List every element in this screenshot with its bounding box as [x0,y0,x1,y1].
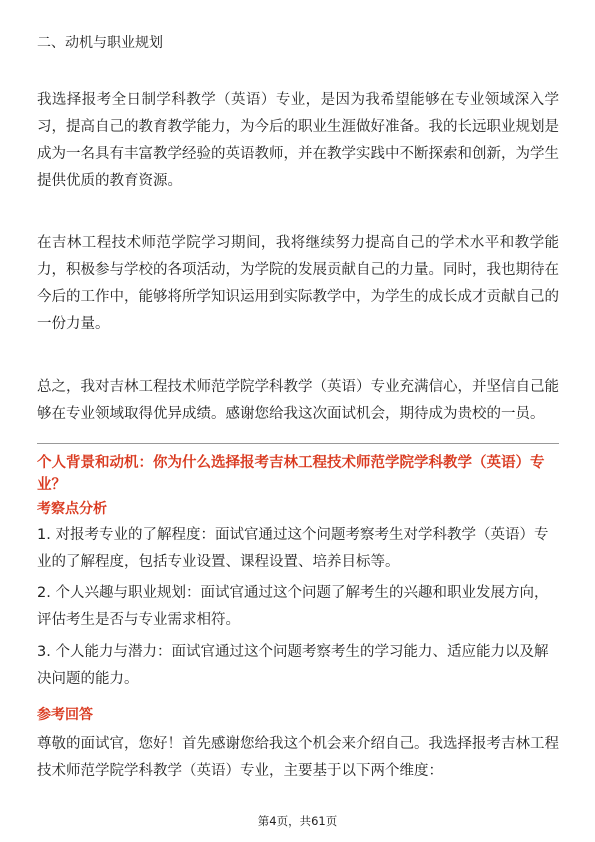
analysis-heading: 考察点分析 [37,501,107,517]
body-paragraph: 总之，我对吉林工程技术师范学院学科教学（英语）专业充满信心，并坚信自己能够在专业领域取得优异成绩。感谢您给我这次面试机会，期待成为贵校的一员。 [37,379,559,422]
answer-text: 尊敬的面试官，您好！首先感谢您给我这个机会来介绍自己。我选择报考吉林工程技术师范学院学科教学（英语）专业，主要基于以下两个维度： [37,736,559,779]
question-title: 个人背景和动机：你为什么选择报考吉林工程技术师范学院学科教学（英语）专业？ [37,455,545,493]
answer-heading: 参考回答 [37,707,93,723]
analysis-item: 3. 个人能力与潜力：面试官通过这个问题考察考生的学习能力、适应能力以及解决问题的能力。 [37,644,549,687]
page-number: 第4页，共61页 [257,814,338,828]
analysis-item: 1. 对报考专业的了解程度：面试官通过这个问题考察考生对学科教学（英语）专业的了解程度，包括专业设置、课程设置、培养目标等。 [37,527,549,570]
section-heading: 二、动机与职业规划 [37,35,163,51]
body-paragraph: 我选择报考全日制学科教学（英语）专业，是因为我希望能够在专业领域深入学习，提高自己的教育教学能力，为今后的职业生涯做好准备。我的长远职业规划是成为一名具有丰富教学经验的英语教师，并在教学实践中不断探索和创新，为学生提供优质的教育资源。 [37,92,559,189]
analysis-item: 2. 个人兴趣与职业规划：面试官通过这个问题了解考生的兴趣和职业发展方向，评估考生是否与专业需求相符。 [37,585,549,628]
body-paragraph: 在吉林工程技术师范学院学习期间，我将继续努力提高自己的学术水平和教学能力，积极参与学校的各项活动，为学院的发展贡献自己的力量。同时，我也期待在今后的工作中，能够将所学知识运用到实际教学中，为学生的成长成才贡献自己的一份力量。 [37,235,559,332]
section-divider [37,443,559,444]
